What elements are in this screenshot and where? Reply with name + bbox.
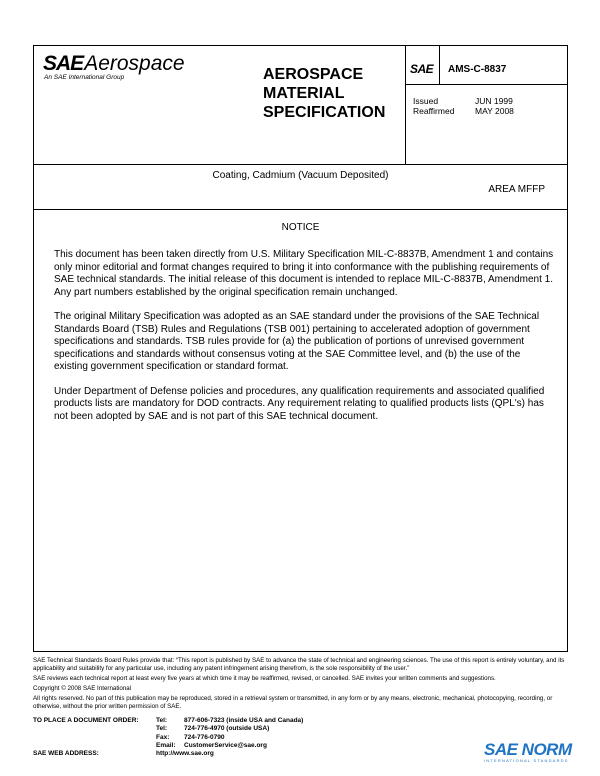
area-code: AREA MFFP (488, 184, 545, 195)
tsb-disclaimer: SAE Technical Standards Board Rules provide that: “This report is published by SAE to advance the state of technical and engineering sciences. The use of this report is entirely voluntary, and its applicability and suitability for any particular use, including any patent infringement arising therefrom, is the sole responsibility of the user.” (33, 657, 565, 672)
reaffirmed-label: Reaffirmed (413, 106, 455, 116)
section-divider (34, 209, 567, 210)
title-line-1: AEROSPACE (263, 66, 364, 83)
order-label: TO PLACE A DOCUMENT ORDER: (33, 717, 139, 724)
date-labels (413, 96, 454, 116)
logo-brand: SAE (43, 52, 84, 75)
paragraph-1: This document has been taken directly from U.S. Military Specification MIL-C-8837B, Amendment 1 and contains only minor editorial and format changes required to bring it into conformance with the publishing requirements of SAE technical standards. The initial release of this document is intended to replace MIL-C-8837B, Amendment 1. Any part numbers established by the original specification remain unchanged. (54, 249, 554, 298)
legal-footer (33, 657, 568, 713)
issued-value: JUN 1999 (475, 96, 513, 106)
notice-body (54, 249, 554, 435)
reaffirmed-value: MAY 2008 (475, 106, 514, 116)
paragraph-2: The original Military Specification was adopted as an SAE standard under the provisions of the SAE Technical Standards Board (TSB) Rules and Regulations (TSB 001) pertaining to accelerated adoption of government specifications and standards. TSB rules provide for (a) the publication of portions of unrevised government specifications and standards without consensus voting at the SAE Committee level, and (b) the use of the existing government specification or standard format. (54, 311, 540, 372)
document-type-title (263, 65, 403, 122)
tel2-label: Tel: (156, 725, 168, 733)
order-contacts (33, 717, 303, 758)
sae-norm-watermark (484, 740, 596, 772)
title-line-2: MATERIAL (263, 85, 345, 102)
tel-label: Tel: (156, 717, 168, 724)
email-label: Email: (156, 741, 176, 749)
logo-word: Aerospace (84, 52, 185, 75)
header-divider-small (439, 46, 440, 84)
sae-small-logo: SAE (410, 62, 434, 76)
tel-value: 877-606-7323 (inside USA and Canada) (184, 717, 304, 724)
document-subject: Coating, Cadmium (Vacuum Deposited) (212, 170, 389, 181)
copyright: Copyright © 2008 SAE International (33, 685, 132, 692)
document-number: AMS-C-8837 (448, 64, 507, 75)
header-divider (405, 46, 406, 164)
web-value: http://www.sae.org (156, 750, 214, 758)
fax-label: Fax: (156, 733, 170, 741)
sae-aerospace-logo (43, 52, 185, 81)
email-value: CustomerService@sae.org (184, 741, 267, 749)
brand-sub: INTERNATIONAL STANDARDS (484, 758, 569, 763)
issued-label: Issued (413, 96, 439, 106)
document-frame (33, 45, 568, 652)
logo-subtitle: An SAE International Group (44, 74, 125, 81)
title-line-3: SPECIFICATION (263, 104, 386, 121)
header-divider-horizontal (405, 84, 567, 85)
fax-value: 724-776-0790 (184, 733, 225, 741)
tel2-value: 724-776-4970 (outside USA) (184, 725, 270, 733)
header-row (34, 46, 567, 165)
rights-notice: All rights reserved. No part of this publication may be reproduced, stored in a retrieval system or transmitted, in any form or by any means, electronic, mechanical, photocopying, recording, or otherwise, without the prior written permission of SAE. (33, 695, 553, 710)
date-values (475, 96, 514, 116)
brand-main: SAE NORM (484, 740, 572, 759)
web-label: SAE WEB ADDRESS: (33, 750, 99, 758)
review-notice: SAE reviews each technical report at least every five years at which time it may be reaffirmed, revised, or cancelled. SAE invites your written comments and suggestions. (33, 675, 496, 682)
notice-heading: NOTICE (281, 222, 320, 233)
paragraph-3: Under Department of Defense policies and procedures, any qualification requirements and associated qualified products lists are mandatory for DOD contracts. Any requirement relating to qualified products lists (QPL's) has not been adopted by SAE and is not part of this SAE technical document. (54, 385, 545, 422)
